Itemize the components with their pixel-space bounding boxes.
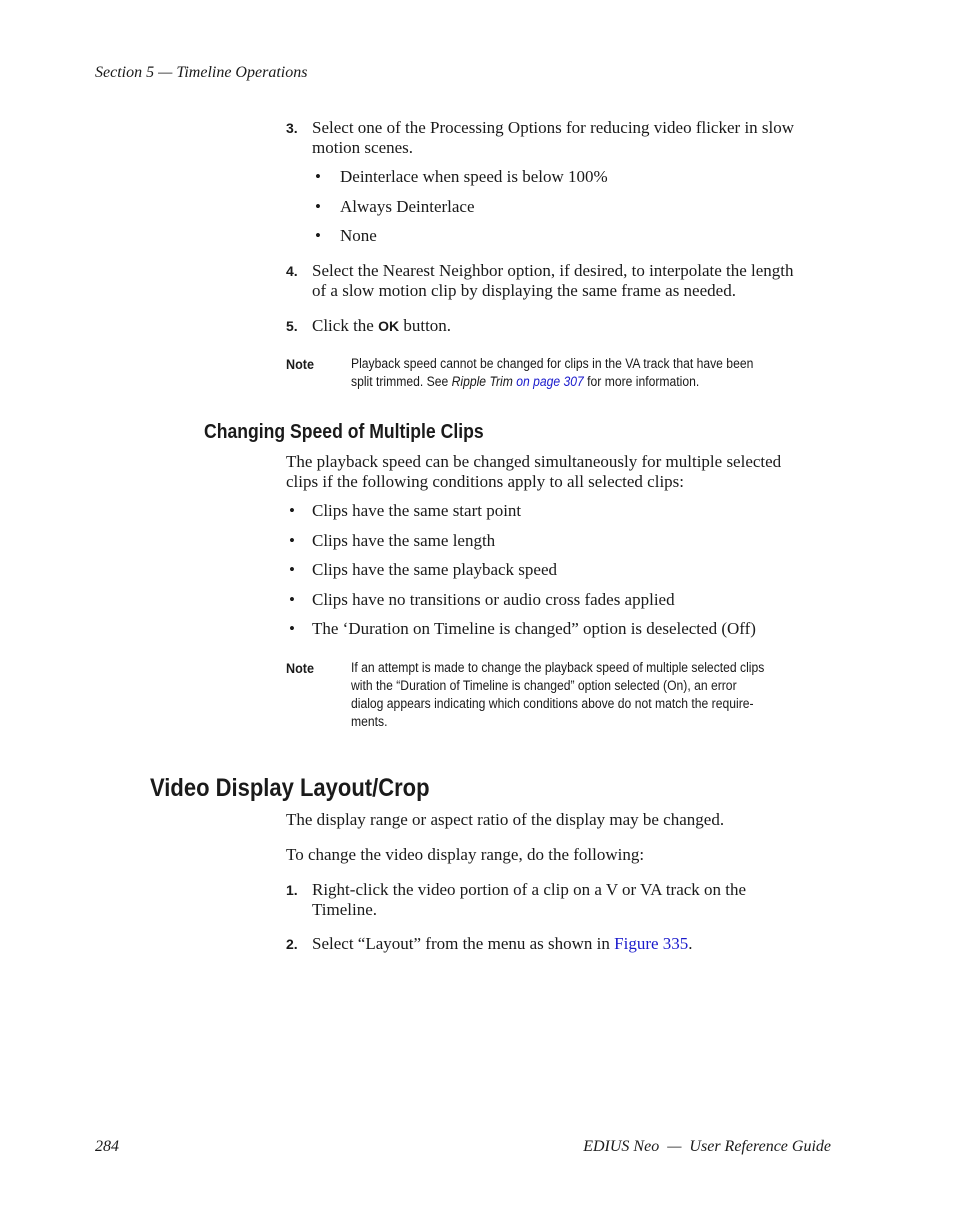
- step-3-line-1: Select one of the Processing Options for reducing video flicker in slow: [312, 118, 795, 137]
- step-4-text: [312, 261, 794, 301]
- layout-step-2-after: .: [688, 934, 693, 953]
- note-2-line: ments.: [351, 714, 388, 729]
- step-number: 5.: [286, 318, 298, 334]
- step-5-before: Click the: [312, 316, 379, 335]
- note-1-body: [351, 355, 819, 391]
- bullet-icon: •: [315, 167, 321, 186]
- ok-button-label: OK: [378, 318, 400, 334]
- note-1-before: split trimmed. See: [351, 374, 452, 389]
- note-2-line: dialog appears indicating which conditions above do not match the require-: [351, 696, 754, 711]
- figure-link[interactable]: Figure 335: [614, 934, 689, 953]
- note-1-line-2: [351, 373, 819, 391]
- option-item: Always Deinterlace: [340, 197, 475, 216]
- step-4-line-1: Select the Nearest Neighbor option, if desired, to interpolate the length: [312, 261, 794, 280]
- layout-step-1-line-1: Right-click the video portion of a clip on a V or VA track on the: [312, 880, 747, 899]
- layout-paragraph-1: The display range or aspect ratio of the display may be changed.: [286, 810, 725, 829]
- option-item: Deinterlace when speed is below 100%: [340, 167, 608, 186]
- condition-item: The ‘Duration on Timeline is changed” option is deselected (Off): [312, 619, 756, 638]
- step-3-line-2: motion scenes.: [312, 138, 414, 157]
- multi-intro-line-2: clips if the following conditions apply to all selected clips:: [286, 472, 685, 491]
- bullet-icon: •: [315, 226, 321, 245]
- layout-step-1-text: [312, 880, 746, 920]
- note-2-line: with the “Duration of Timeline is changed” option selected (On), an error: [351, 678, 737, 693]
- note-2-line: If an attempt is made to change the playback speed of multiple selected clips: [351, 660, 765, 675]
- bullet-icon: •: [289, 531, 295, 550]
- condition-item: Clips have the same playback speed: [312, 560, 558, 579]
- chapter-heading: Video Display Layout/Crop: [150, 774, 430, 802]
- bullet-icon: •: [289, 619, 295, 638]
- step-number: 4.: [286, 263, 298, 279]
- bullet-icon: •: [289, 560, 295, 579]
- note-label: Note: [286, 660, 315, 676]
- layout-step-2-text: [312, 934, 693, 954]
- multi-intro-line-1: The playback speed can be changed simultaneously for multiple selected: [286, 452, 782, 471]
- bullet-icon: •: [289, 590, 295, 609]
- step-4-line-2: of a slow motion clip by displaying the same frame as needed.: [312, 281, 736, 300]
- step-3-text: [312, 118, 794, 158]
- bullet-icon: •: [315, 197, 321, 216]
- page-number: 284: [95, 1138, 119, 1155]
- note-2-body: [351, 659, 819, 731]
- note-label: Note: [286, 356, 315, 372]
- multi-intro: [286, 452, 781, 492]
- layout-step-1-line-2: Timeline.: [312, 900, 378, 919]
- condition-item: Clips have the same start point: [312, 501, 522, 520]
- step-number: 2.: [286, 936, 298, 952]
- step-number: 1.: [286, 882, 298, 898]
- step-5-text: [312, 316, 451, 336]
- running-header: Section 5 — Timeline Operations: [95, 64, 308, 81]
- condition-item: Clips have the same length: [312, 531, 496, 550]
- option-item: None: [340, 226, 377, 245]
- footer-title: EDIUS Neo — User Reference Guide: [583, 1138, 831, 1155]
- note-1-line-1: Playback speed cannot be changed for clips in the VA track that have been: [351, 356, 754, 371]
- condition-item: Clips have no transitions or audio cross fades applied: [312, 590, 675, 609]
- note-1-ref: Ripple Trim: [451, 374, 513, 389]
- section-heading: Changing Speed of Multiple Clips: [204, 421, 484, 443]
- layout-step-2-before: Select “Layout” from the menu as shown in: [312, 934, 615, 953]
- layout-paragraph-2: To change the video display range, do the following:: [286, 845, 645, 864]
- note-1-after: for more information.: [583, 374, 700, 389]
- page-link[interactable]: on page 307: [516, 374, 584, 389]
- step-number: 3.: [286, 120, 298, 136]
- step-5-after: button.: [399, 316, 452, 335]
- bullet-icon: •: [289, 501, 295, 520]
